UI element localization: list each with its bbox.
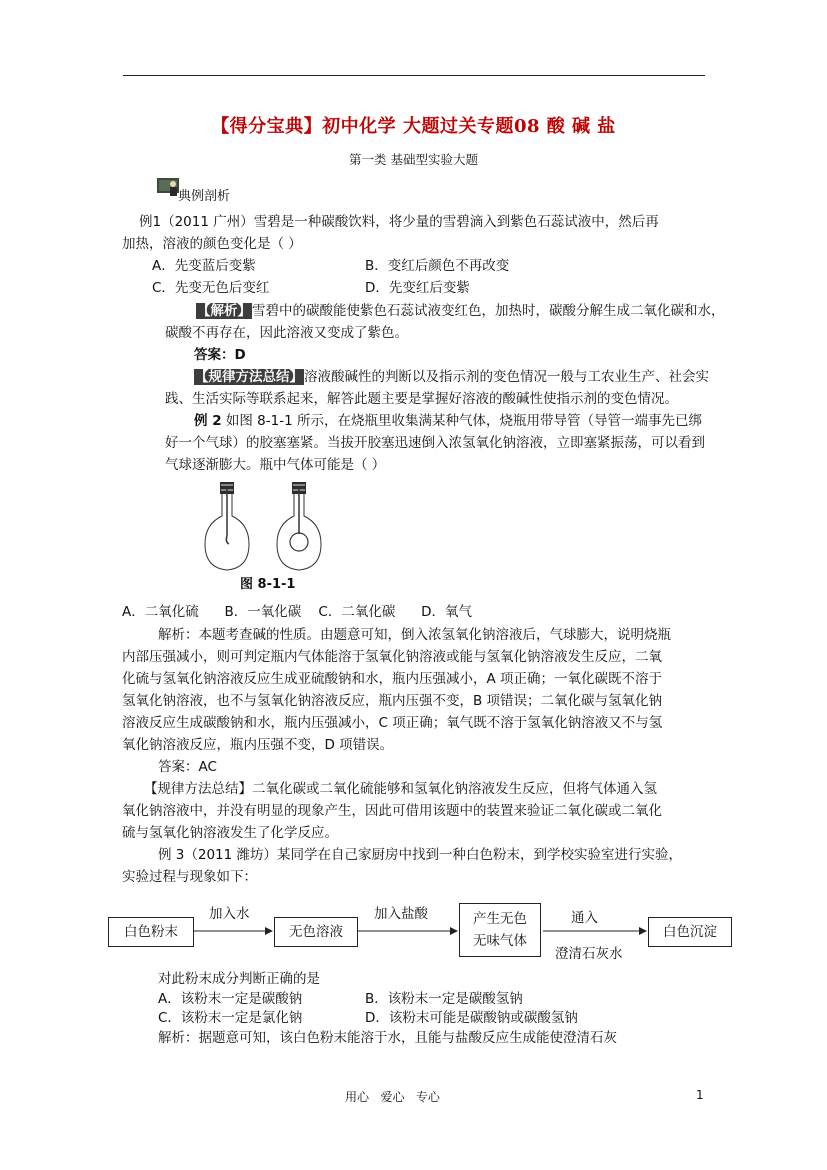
ex2-analysis-line2: 内部压强减小，则可判定瓶内气体能溶于氢氧化钠溶液或能与氢氧化钠溶液发生反应，二氧	[122, 649, 662, 665]
method-text: 溶液酸碱性的判断以及指示剂的变色情况一般与工农业生产、社会实	[304, 369, 709, 385]
ex2-options: A．二氧化硫 B．一氧化碳 C．二氧化碳 D．氧气	[122, 604, 472, 620]
ex2-question-line1	[194, 412, 702, 430]
ex3-question-line1: 例 3（2011 潍坊）某同学在自己家厨房中找到一种白色粉末，到学校实验室进行实验，	[158, 847, 683, 863]
ex1-method-line1	[194, 368, 709, 386]
header-rule	[123, 75, 705, 76]
ex2-analysis-line6: 氧化钠溶液反应，瓶内压强不变，D 项错误。	[122, 737, 394, 753]
analysis-text: 雪碧中的碳酸能使紫色石蕊试液变红色，加热时，碳酸分解生成二氧化碳和水，	[252, 303, 725, 319]
page-number: 1	[696, 1088, 704, 1102]
ex3-option-b: B．该粉末一定是碳酸氢钠	[365, 991, 523, 1007]
flask-figure	[200, 478, 340, 578]
ex2-method-line3: 硫与氢氧化钠溶液发生了化学反应。	[122, 825, 338, 841]
flow-box-gas	[459, 903, 541, 957]
ex2-analysis-line3: 化硫与氢氧化钠溶液反应生成亚硫酸钠和水，瓶内压强减小，A 项正确；一氧化碳既不溶于	[122, 671, 663, 687]
ex2-method-line2: 氧化钠溶液中，并没有明显的现象产生，因此可借用该题中的装置来验证二氧化碳或二氧化	[122, 803, 662, 819]
ex3-option-a: A．该粉末一定是碳酸钠	[158, 991, 303, 1007]
ex3-question-line2: 实验过程与现象如下：	[122, 869, 257, 885]
ex1-option-b: B．变红后颜色不再改变	[365, 258, 510, 274]
ex3-option-c: C．该粉末一定是氯化钠	[158, 1010, 303, 1026]
ex1-method-line2: 践、生活实际等联系起来，解答此题主要是掌握好溶液的酸碱性使指示剂的变色情况。	[165, 391, 678, 407]
ex2-label: 例 2	[194, 413, 222, 429]
ex2-question-line2: 好一个气球）的胶塞塞紧。当拔开胶塞迅速倒入浓氢氧化钠溶液，立即塞紧振荡，可以看到	[165, 435, 705, 451]
ex1-analysis-line2: 碳酸不再存在，因此溶液又变成了紫色。	[165, 325, 408, 341]
flow-box-gas-line2: 无味气体	[473, 933, 527, 949]
ex3-analysis-line1: 解析：据题意可知，该白色粉末能溶于水，且能与盐酸反应生成能使澄清石灰	[158, 1030, 617, 1046]
ex1-option-a: A．先变蓝后变紫	[152, 258, 256, 274]
ex2-analysis-line4: 氢氧化钠溶液，也不与氢氧化钠溶液反应，瓶内压强不变，B 项错误；二氧化碳与氢氧化钠	[122, 693, 663, 709]
analysis-tag: 【解析】	[197, 303, 251, 319]
footer-motto: 用心 爱心 专心	[345, 1090, 440, 1104]
ex1-question-line2: 加热，溶液的颜色变化是（ ）	[122, 236, 302, 252]
ex1-answer: 答案：D	[194, 347, 246, 363]
figure-caption: 图 8-1-1	[240, 577, 296, 592]
ex1-option-d: D．先变红后变紫	[365, 280, 470, 296]
ex2-analysis-line5: 溶液反应生成碳酸钠和水，瓶内压强减小，C 项正确；氧气既不溶于氢氧化钠溶液又不与氢	[122, 715, 663, 731]
flow-box-gas-line1: 产生无色	[473, 911, 527, 927]
flow-label-pass-into: 通入	[571, 910, 598, 926]
ex2-q1-text: 如图 8-1-1 所示，在烧瓶里收集满某种气体，烧瓶用带导管（导管一端事先已绑	[225, 413, 702, 429]
ex1-option-c: C．先变无色后变红	[152, 280, 270, 296]
ex2-answer: 答案：AC	[158, 759, 217, 775]
flow-box-colorless-solution: 无色溶液	[274, 917, 358, 947]
page-subtitle: 第一类 基础型实验大题	[349, 152, 478, 167]
page-title: 【得分宝典】初中化学 大题过关专题08 酸 碱 盐	[211, 116, 616, 137]
ex2-method-line1: 【规律方法总结】二氧化碳或二氧化硫能够和氢氧化钠溶液发生反应，但将气体通入氢	[144, 781, 657, 797]
ex2-analysis-line1: 解析：本题考查碱的性质。由题意可知，倒入浓氢氧化钠溶液后，气球膨大，说明烧瓶	[158, 627, 671, 643]
ex1-question-line1: 例1（2011 广州）雪碧是一种碳酸饮料，将少量的雪碧滴入到紫色石蕊试液中，然后再	[139, 214, 659, 230]
flow-label-add-hcl: 加入盐酸	[374, 906, 428, 922]
ex2-question-line3: 气球逐渐膨大。瓶中气体可能是（ ）	[165, 457, 386, 473]
flow-label-limewater: 澄清石灰水	[555, 946, 623, 962]
section-label: 典例剖析	[178, 189, 231, 204]
method-tag: 【规律方法总结】	[195, 369, 303, 385]
ex3-prompt: 对此粉末成分判断正确的是	[158, 971, 320, 987]
flow-label-add-water: 加入水	[209, 906, 250, 922]
ex1-analysis-line1	[196, 302, 725, 320]
flow-box-white-precipitate: 白色沉淀	[648, 917, 732, 947]
flow-box-white-powder: 白色粉末	[108, 917, 194, 947]
ex3-option-d: D．该粉末可能是碳酸钠或碳酸氢钠	[365, 1010, 578, 1026]
section-icon	[157, 178, 179, 196]
